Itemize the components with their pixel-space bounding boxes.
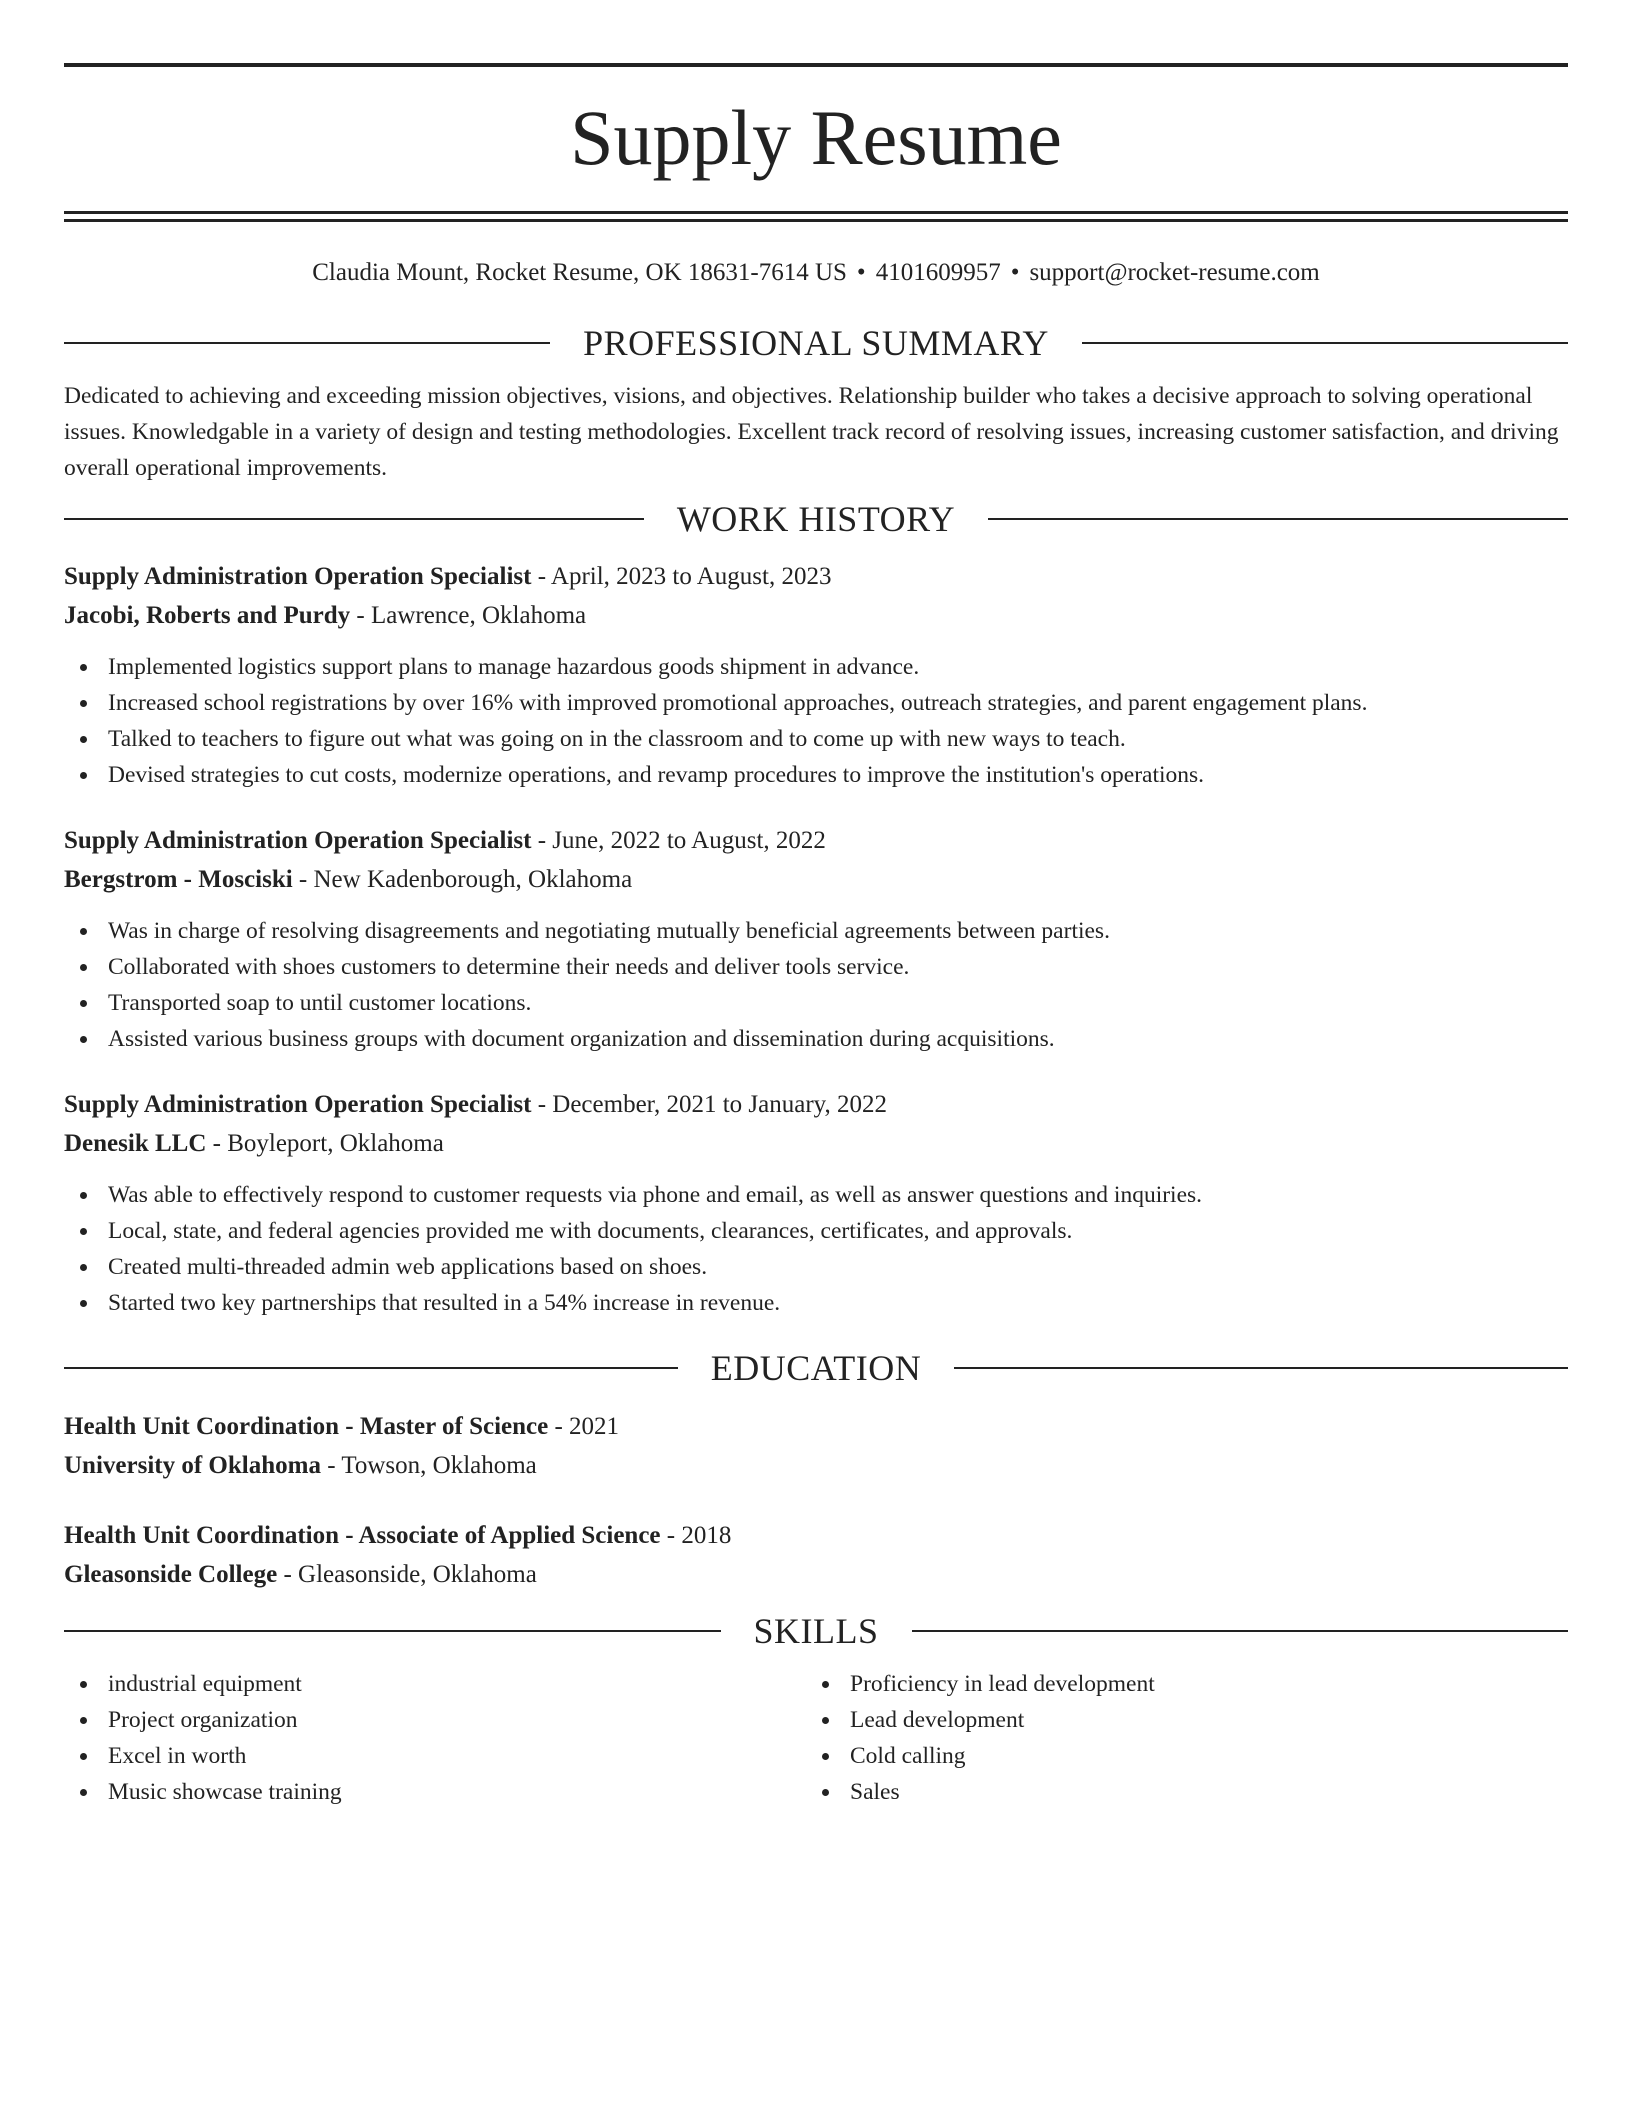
school: Gleasonside College <box>64 1561 278 1588</box>
degree-line <box>64 1409 1568 1448</box>
bullet-icon <box>822 1681 829 1688</box>
list-item <box>64 1774 806 1810</box>
bullet-icon <box>80 1228 87 1235</box>
skill-text: Lead development <box>850 1707 1025 1733</box>
summary-text: Dedicated to achieving and exceeding mission objectives, visions, and objectives. Relationship builder who takes a decisive approach to solving operational issues. Knowledgable in a variety of design and testing methodologies. Excellent track record of resolving issues, increasing customer satisfaction, and driving overall operational improvements. <box>64 383 1559 481</box>
bullet-icon <box>80 1717 87 1724</box>
job-title: Supply Administration Operation Specialist <box>64 827 532 854</box>
job-company-line <box>64 598 1568 637</box>
education-entry <box>64 1518 1568 1596</box>
list-item <box>64 949 1568 985</box>
bullet-icon <box>80 1681 87 1688</box>
job-duties-list <box>64 649 1568 793</box>
contact-separator: • <box>856 259 866 286</box>
skill-text: Cold calling <box>850 1743 966 1769</box>
degree-line <box>64 1518 1568 1557</box>
skills-column-right <box>806 1666 1548 1810</box>
list-item <box>64 913 1568 949</box>
work-history-heading-label: WORK HISTORY <box>676 499 956 539</box>
summary-heading-label: PROFESSIONAL SUMMARY <box>583 323 1049 363</box>
job-title: Supply Administration Operation Specialist <box>64 563 532 590</box>
list-item-text: Transported soap to until customer locations. <box>108 990 532 1016</box>
list-item-text: Implemented logistics support plans to manage hazardous goods shipment in advance. <box>108 654 920 680</box>
contact-phone: 4101609957 <box>875 259 1001 286</box>
list-item-text: Local, state, and federal agencies provided me with documents, clearances, certificates, and approvals. <box>108 1218 1073 1244</box>
skills-heading <box>64 1610 1568 1652</box>
skill-text: Excel in worth <box>108 1743 247 1769</box>
bullet-icon <box>80 928 87 935</box>
list-item-text: Increased school registrations by over 16% with improved promotional approaches, outreach strategies, and parent engagement plans. <box>108 690 1368 716</box>
job-company: Denesik LLC <box>64 1130 207 1157</box>
job-dates: - April, 2023 to August, 2023 <box>531 563 832 590</box>
list-item <box>64 685 1568 721</box>
skill-text: Project organization <box>108 1707 298 1733</box>
bullet-icon <box>80 1789 87 1796</box>
top-rule <box>64 63 1568 67</box>
contact-line <box>64 258 1568 288</box>
bullet-icon <box>80 664 87 671</box>
bullet-icon <box>822 1717 829 1724</box>
job-title-line <box>64 1087 1568 1126</box>
job-location: - New Kadenborough, Oklahoma <box>292 866 633 893</box>
skill-text: Proficiency in lead development <box>850 1671 1155 1697</box>
job-location: - Boyleport, Oklahoma <box>206 1130 444 1157</box>
bullet-icon <box>80 1264 87 1271</box>
skills-list-right <box>806 1666 1548 1810</box>
graduation-year: - 2018 <box>660 1522 732 1549</box>
bullet-icon <box>80 736 87 743</box>
contact-separator: • <box>1010 259 1020 286</box>
resume-title: Supply Resume <box>570 94 1062 181</box>
contact-email: support@rocket-resume.com <box>1029 259 1320 286</box>
list-item <box>64 1738 806 1774</box>
job-title-line <box>64 559 1568 598</box>
heading-rule <box>64 342 550 344</box>
school-line <box>64 1557 1568 1596</box>
school-line <box>64 1448 1568 1487</box>
heading-rule <box>954 1367 1568 1369</box>
job-title-line <box>64 823 1568 862</box>
heading-rule <box>1082 342 1568 344</box>
graduation-year: - 2021 <box>548 1413 620 1440</box>
bullet-icon <box>80 772 87 779</box>
list-item-text: Collaborated with shoes customers to determine their needs and deliver tools service. <box>108 954 910 980</box>
list-item-text: Was able to effectively respond to customer requests via phone and email, as well as answer questions and inquiries. <box>108 1182 1203 1208</box>
school-location: - Towson, Oklahoma <box>320 1452 537 1479</box>
list-item <box>806 1702 1548 1738</box>
school-location: - Gleasonside, Oklahoma <box>277 1561 537 1588</box>
list-item-text: Started two key partnerships that resulted in a 54% increase in revenue. <box>108 1290 781 1316</box>
bullet-icon <box>80 700 87 707</box>
education-heading <box>64 1347 1568 1389</box>
skills-column-left <box>64 1666 806 1810</box>
heading-rule <box>988 518 1568 520</box>
list-item <box>806 1666 1548 1702</box>
heading-rule <box>64 518 644 520</box>
bullet-icon <box>80 1192 87 1199</box>
school: University of Oklahoma <box>64 1452 321 1479</box>
bullet-icon <box>822 1789 829 1796</box>
summary-heading <box>64 322 1568 364</box>
job-entry <box>64 823 1568 1057</box>
job-title: Supply Administration Operation Specialist <box>64 1091 532 1118</box>
job-entry <box>64 559 1568 793</box>
list-item <box>64 985 1568 1021</box>
list-item <box>64 1249 1568 1285</box>
work-history-heading <box>64 498 1568 540</box>
list-item-text: Talked to teachers to figure out what was going on in the classroom and to come up with new ways to teach. <box>108 726 1126 752</box>
list-item <box>64 1213 1568 1249</box>
job-company-line <box>64 1126 1568 1165</box>
heading-rule <box>64 1630 721 1632</box>
education-heading-label: EDUCATION <box>710 1348 922 1388</box>
job-company: Bergstrom - Mosciski <box>64 866 293 893</box>
job-duties-list <box>64 913 1568 1057</box>
job-location: - Lawrence, Oklahoma <box>350 602 587 629</box>
heading-rule <box>64 1367 678 1369</box>
list-item-text: Assisted various business groups with document organization and dissemination during acquisitions. <box>108 1026 1055 1052</box>
job-dates: - December, 2021 to January, 2022 <box>531 1091 888 1118</box>
list-item <box>64 1021 1568 1057</box>
skill-text: Music showcase training <box>108 1779 342 1805</box>
list-item-text: Was in charge of resolving disagreements and negotiating mutually beneficial agreements between parties. <box>108 918 1110 944</box>
list-item <box>64 649 1568 685</box>
bullet-icon <box>80 1036 87 1043</box>
bullet-icon <box>80 1300 87 1307</box>
degree: Health Unit Coordination - Master of Science <box>64 1413 549 1440</box>
heading-rule <box>912 1630 1569 1632</box>
double-rule <box>64 211 1568 222</box>
list-item <box>64 757 1568 793</box>
contact-address: Claudia Mount, Rocket Resume, OK 18631-7614 US <box>312 259 847 286</box>
list-item <box>64 1702 806 1738</box>
list-item <box>64 1285 1568 1321</box>
skills-list <box>64 1666 1568 1810</box>
job-company-line <box>64 862 1568 901</box>
list-item <box>64 721 1568 757</box>
bullet-icon <box>80 964 87 971</box>
bullet-icon <box>80 1000 87 1007</box>
job-company: Jacobi, Roberts and Purdy <box>64 602 351 629</box>
skills-heading-label: SKILLS <box>753 1611 879 1651</box>
degree: Health Unit Coordination - Associate of Applied Science <box>64 1522 661 1549</box>
list-item-text: Devised strategies to cut costs, modernize operations, and revamp procedures to improve the institution's operations. <box>108 762 1205 788</box>
job-dates: - June, 2022 to August, 2022 <box>531 827 826 854</box>
list-item <box>64 1177 1568 1213</box>
skill-text: Sales <box>850 1779 900 1805</box>
job-duties-list <box>64 1177 1568 1321</box>
job-entry <box>64 1087 1568 1321</box>
list-item <box>806 1774 1548 1810</box>
education-entry <box>64 1409 1568 1487</box>
skill-text: industrial equipment <box>108 1671 302 1697</box>
bullet-icon <box>80 1753 87 1760</box>
skills-list-left <box>64 1666 806 1810</box>
list-item <box>806 1738 1548 1774</box>
bullet-icon <box>822 1753 829 1760</box>
list-item-text: Created multi-threaded admin web applications based on shoes. <box>108 1254 708 1280</box>
list-item <box>64 1666 806 1702</box>
